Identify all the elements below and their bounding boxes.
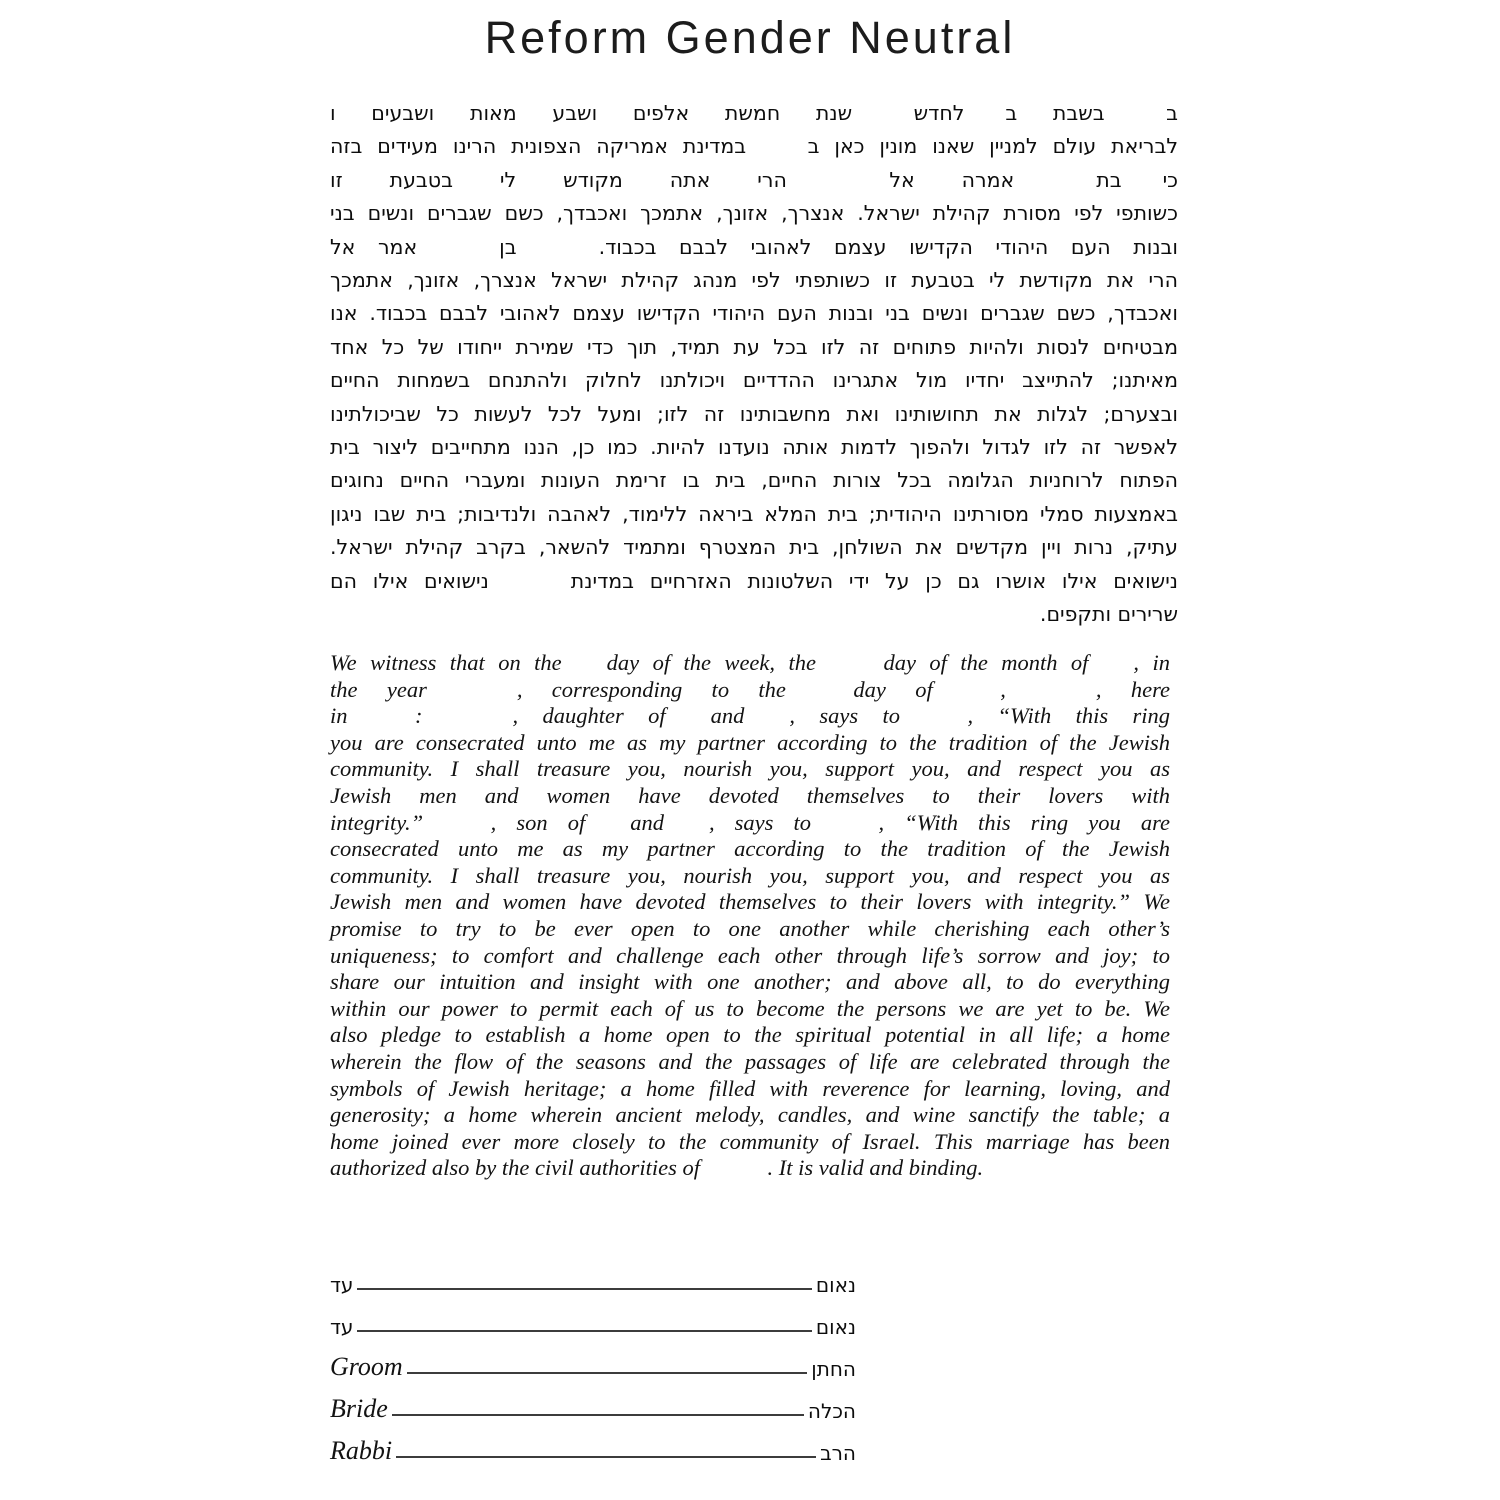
english-text-line: We witness that on the day of the week, the day of the month of , in: [330, 650, 1170, 675]
hebrew-text-line: נישואים אילו אושרו גם כן על ידי השלטונות האזרחיים במדינת נישואים אילו הם: [330, 568, 1178, 593]
english-text-line: uniqueness; to comfort and challenge each other through life’s sorrow and joy; to: [330, 942, 1170, 968]
hebrew-text-line: כשותפי לפי מסורת קהילת ישראל. אנצרך, אזונך, אתמכך ואכבדך, כשם שגברים ונשים בני: [330, 201, 1178, 226]
signature-line[interactable]: [392, 1414, 804, 1416]
signature-right-label: נאום: [815, 1315, 856, 1339]
signature-line[interactable]: [396, 1456, 816, 1458]
signature-row: [330, 1254, 856, 1296]
signature-line[interactable]: [357, 1288, 811, 1290]
english-text-line: promise to try to be ever open to one another while cherishing each other’s: [330, 915, 1170, 941]
english-text-line: Jewish men and women have devoted themselves to their lovers with: [330, 782, 1170, 808]
english-text-line: within our power to permit each of us to become the persons we are yet to be. We: [330, 995, 1170, 1021]
signature-row: [330, 1380, 856, 1422]
hebrew-text-block: [330, 97, 1178, 632]
hebrew-text-line: ובנות העם היהודי הקדישו עצמם לאהובי לבבם בכבוד. בן אמר אל: [330, 234, 1178, 259]
signature-right-label: החתן: [811, 1357, 856, 1381]
signature-left-label: עד: [330, 1315, 354, 1339]
hebrew-text-line: שרירים ותקפים.: [1039, 602, 1178, 627]
signature-left-label: Bride: [330, 1393, 388, 1423]
signature-left-label: עד: [330, 1273, 354, 1297]
page-title: Reform Gender Neutral: [484, 12, 1016, 63]
signature-row: [330, 1338, 856, 1380]
hebrew-text-line: הפתוח לרוחניות הגלומה בכל צורות החיים, בית בו זרימת העונות ומעברי החיים נחוגים: [330, 468, 1178, 493]
english-text-line: the year , corresponding to the day of , , here: [330, 676, 1170, 702]
english-text-line: community. I shall treasure you, nourish you, support you, and respect you as: [330, 756, 1170, 782]
english-text-line: also pledge to establish a home open to the spiritual potential in all life; a home: [330, 1022, 1170, 1048]
hebrew-text-line: לאפשר זה לזו לגדול ולהפוך לדמות אותה נועדנו להיות. כמו כן, הננו מתחייבים ליצור בית: [330, 435, 1178, 460]
signature-left-label: Groom: [330, 1351, 403, 1381]
hebrew-text-line: ואכבדך, כשם שגברים ונשים בני ובנות העם היהודי הקדישו עצמם לאהובי לבבם בכבוד. אנו: [330, 301, 1178, 326]
english-text-line: integrity.” , son of and , says to , “With this ring you are: [330, 809, 1170, 835]
hebrew-text-line: באמצעות סמלי מסורתינו היהודית; בית המלא ביראה ללימוד, לאהבה ולנדיבות; בית שבו ניגון: [330, 501, 1178, 526]
english-text-line: Jewish men and women have devoted themselves to their lovers with integrity.” We: [330, 889, 1170, 915]
hebrew-text-line: הרי את מקודשת לי בטבעת זו כשותפתי לפי מנהג קהילת ישראל אנצרך, אזונך, אתמכך: [330, 268, 1178, 293]
english-text-line: authorized also by the civil authorities of . It is valid and binding.: [330, 1155, 984, 1181]
signature-block: [330, 1254, 856, 1464]
english-text-line: you are consecrated unto me as my partner according to the tradition of the Jewish: [330, 729, 1170, 755]
english-text-line: home joined ever more closely to the community of Israel. This marriage has been: [330, 1128, 1170, 1154]
english-text-block: [330, 650, 1170, 1182]
english-text-line: community. I shall treasure you, nourish you, support you, and respect you as: [330, 862, 1170, 888]
hebrew-text-line: ב בשבת ב לחדש שנת חמשת אלפים ושבע מאות ושבעים ו: [330, 101, 1178, 125]
signature-line[interactable]: [407, 1372, 808, 1374]
signature-row: [330, 1296, 856, 1338]
signature-right-label: הכלה: [807, 1399, 856, 1423]
hebrew-text-line: מבטיחים לנסות ולהיות פתוחים זה לזו בכל עת תמיד, תוך כדי שמירת ייחודו של כל אחד: [330, 334, 1178, 359]
english-text-line: in : , daughter of and , says to , “With this ring: [330, 703, 1170, 729]
signature-line[interactable]: [357, 1330, 811, 1332]
english-text-line: wherein the flow of the seasons and the passages of life are celebrated through the: [330, 1048, 1170, 1074]
signature-row: [330, 1422, 856, 1464]
signature-left-label: Rabbi: [330, 1435, 393, 1465]
english-text-line: share our intuition and insight with one another; and above all, to do everything: [330, 969, 1170, 995]
english-text-line: generosity; a home wherein ancient melody, candles, and wine sanctify the table; a: [330, 1102, 1170, 1128]
signature-right-label: הרב: [820, 1441, 856, 1465]
hebrew-text-line: לבריאת עולם למניין שאנו מונין כאן ב במדינת אמריקה הצפונית הרינו מעידים בזה: [330, 134, 1178, 159]
hebrew-text-line: כי בת אמרה אל הרי אתה מקודש לי בטבעת זו: [330, 167, 1178, 192]
english-text-line: consecrated unto me as my partner according to the tradition of the Jewish: [330, 836, 1170, 862]
signature-right-label: נאום: [815, 1273, 856, 1297]
english-text-line: symbols of Jewish heritage; a home filled with reverence for learning, loving, and: [330, 1075, 1170, 1101]
hebrew-text-line: עתיק, נרות ויין מקדשים את השולחן, בית המצטרף ומתמיד להשאר, בקרב קהילת ישראל.: [330, 535, 1178, 560]
hebrew-text-line: מאיתנו; להתייצב יחדיו מול אתגרינו ההדדיים ויכולתנו לחלוק ולהתנחם בשמחות החיים: [330, 368, 1178, 393]
hebrew-text-line: ובצערם; לגלות את תחושותינו ואת מחשבותינו זה לזו; ומעל לכל לעשות כל שביכולתינו: [330, 401, 1178, 426]
